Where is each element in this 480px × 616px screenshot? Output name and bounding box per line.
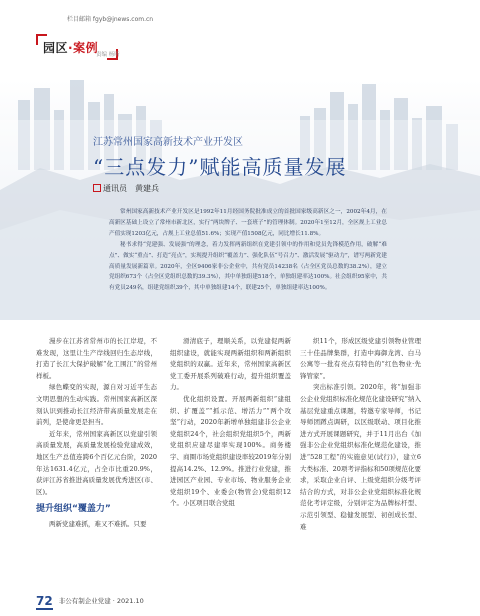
byline-marker-icon — [93, 184, 101, 192]
section-subheading: 提升组织“覆盖力” — [36, 504, 111, 515]
body-paragraph: 滑清底子，理顺关系，以党建促两新组织建设，就能实现两新组织和两新组织党组织的双赢。近年来，常州国家高新区党工委开展系列破难行动，提升组织覆盖力。 — [170, 337, 291, 392]
body-paragraph: 优化组织设置。开展两新组织“建组织、扩覆盖”“抓示范、增活力”“两个攻坚”行动，2020年新增单独组建非公企业党组织24个，社会组织党组织5个，两新党组织应建尽建率实现100%。商务楼宇、商圈市场党组织建设率较2019年分别提高14.2%、12.9%。推进行业党建，推进园区产业园、专业市场、物业服务企业党组织19个、业委会(物管会)党组织12个。小区项目联合党组 — [170, 394, 291, 508]
column-title-main: 园区 — [43, 41, 69, 55]
column-title-dot: · — [68, 41, 74, 55]
body-column-3 — [300, 336, 421, 533]
body-paragraph: 近年来，常州国家高新区以党建引领高质量发展，高质量发展检验党建成效，地区生产总值连跨6个百亿元台阶，2020年达1631.4亿元，占全市比重20.9%，获评江苏省推进高质量发展优秀进区(市、区)。 — [36, 429, 157, 496]
body-paragraph: 突出标准引领。2020年，将“加强非公企业党组织标准化规范化建设研究”纳入基层党建重点课题，特邀专家导师，书记导师团蹲点调研，以区级联动、项目化推进方式开展课题研究，并于11月出台《加强非公企业党组织标准化规范化建设，推进“528工程”的实施意见(试行)》，建立6大类标准、20项考评指标和50项规范化要求，采取企业自评、上级党组织分级考评结合的方式，对非公企业党组织标准化规范化考评定级，分别评定为品牌标杆型、示范引领型、稳健发展型、初创成长型、难 — [300, 383, 421, 531]
editor-email: 栏目邮箱 fgyb@jnews.com.cn — [67, 16, 154, 23]
body-paragraph: 漫步在江苏省常州市的长江岸堤，不难发现，这里让生产岸线回归生态岸线，打造了长江大保护破解“化工围江”的常州样板。 — [36, 337, 157, 380]
byline — [93, 183, 159, 194]
body-column-2 — [170, 336, 291, 510]
proofreader: 责编 杨昕 — [96, 52, 120, 58]
body-paragraph: 两新党建难抓，难又不难抓。只要 — [49, 519, 147, 528]
body-paragraph: 绿色蝶变的实现，源自对习近平生态文明思想的生动实践。常州国家高新区深刻认识到推动长江经济带高质量发展走在前列，是使命更是担当。 — [36, 383, 157, 427]
column-title — [43, 39, 98, 56]
organization-label: 江苏常州国家高新技术产业开发区 — [93, 137, 243, 148]
body-column-1 — [36, 336, 157, 531]
intro-paragraph: 常州国家高新技术产业开发区是1992年11月经国务院批准成立的首批国家级高新区之一，2002年4月，在高新区基础上设立了常州市新北区，实行“两块牌子、一套班子”的管理体制。2020年1至12月，全区规上工业总产值实现1203亿元，占规上工业总值51.6%；实现产值1508亿元，同比增长11.8%。 — [109, 209, 387, 237]
column-title-sub: 案例 — [73, 41, 99, 55]
article-headline: “三点发力”赋能高质量发展 — [93, 155, 347, 179]
journal-name: 非公有制企业党建 · 2021.10 — [58, 597, 144, 605]
page-number: 72 — [36, 594, 53, 608]
article-intro — [109, 207, 387, 294]
page-footer — [36, 594, 144, 608]
body-paragraph: 织11个，形成区级党建引领物业管理三十佳品牌集群，打造中海御龙湾、白马公寓等一批有亮点有特色的“红色物业·先锋管家”。 — [300, 337, 421, 380]
byline-text: 通讯员 黄建兵 — [103, 184, 159, 193]
intro-paragraph: 秘书求得“党建强、发展强”的理念，着力发挥两新组织在党建引领中的作用和党员先锋模范作用，破解“难点”、做实“重点”、打造“亮点”，实现提升组织“覆盖力”、强化队伍“号召力”、激活发展“驱动力”，谱写两新党建高质量发展新篇章。2020年，全区9406家非公企业中，共有党员14238名（占全区党员总数的38.2%），建立党组织673个（占全区党组织总数的39.3%），其中单独组建518个，单独组建率达100%。社会组织95家中，共有党员249名，组建党组织39个，其中单独组建14个，联建25个，单独组建率达100%。 — [109, 241, 387, 292]
